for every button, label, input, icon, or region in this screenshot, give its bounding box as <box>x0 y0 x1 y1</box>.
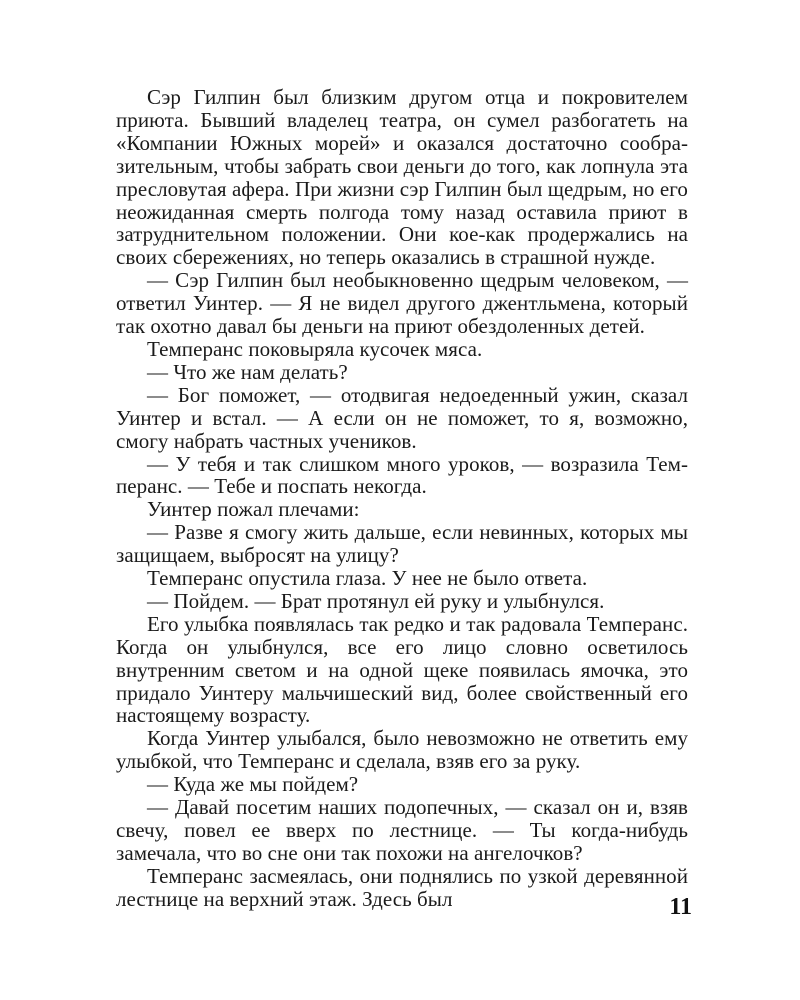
page-number: 11 <box>669 894 692 920</box>
paragraph: Темперанс поковыряла кусочек мяса. <box>147 336 483 361</box>
paragraph: Когда Уинтер улыбался, было невозможно не ответить ему улыбкой, что Темперанс и сделала, взяв его за руку. <box>116 726 688 774</box>
paragraph: — У тебя и так слишком много уроков, — возразила Темперанс. — Тебе и поспать некогда. <box>116 451 688 499</box>
paragraph: — Разве я смогу жить дальше, если невинных, которых мы защищаем, выбросят на улицу? <box>116 520 688 568</box>
paragraph: — Давай посетим наших подопечных, — сказал он и, взяв свечу, повел ее вверх по лестнице. — Ты когда-нибудь замечала, что во сне они так похожи на ангелочков? <box>116 795 688 865</box>
paragraph: — Бог поможет, — отодвигая недоеденный ужин, сказал Уинтер и встал. — А если он не поможет, то я, возможно, смогу набрать частных учеников. <box>116 382 688 453</box>
paragraph: Темперанс опустила глаза. У нее не было ответа. <box>147 566 588 591</box>
paragraph: Уинтер пожал плечами: <box>147 497 360 522</box>
paragraph: Его улыбка появлялась так редко и так радовала Темперанс. Когда он улыбнулся, все его лицо словно осветилось внутренним светом и на одной щеке появилась ямочка, это придало Уинтеру мальчишеский вид, более свойственный его настоящему возрасту. <box>116 611 688 728</box>
paragraph: — Куда же мы пойдем? <box>147 772 359 797</box>
paragraph: — Сэр Гилпин был необыкновенно щедрым человеком, — ответил Уинтер. — Я не видел другого джентльмена, который так охотно давал бы деньги на приют обездоленных детей. <box>116 268 688 339</box>
paragraph: — Что же нам делать? <box>147 359 348 384</box>
paragraph: Сэр Гилпин был близким другом отца и покровителем приюта. Бывший владелец театра, он сумел разбогатеть на «Компании Южных морей» и оказался достаточно сообразительным, чтобы забрать свои деньги до того, как лопнула эта пресловутая афера. При жизни сэр Гилпин был щедрым, но его неожиданная смерть полгода тому назад оставила приют в затруднительном положении. Они кое-как продержались на своих сбережениях, но теперь оказались в страшной нужде. <box>116 85 688 270</box>
body-text <box>116 86 688 911</box>
paragraph: — Пойдем. — Брат протянул ей руку и улыбнулся. <box>147 588 605 613</box>
paragraph: Темперанс засмеялась, они поднялись по узкой деревянной лестнице на верхний этаж. Здесь был <box>116 863 688 911</box>
